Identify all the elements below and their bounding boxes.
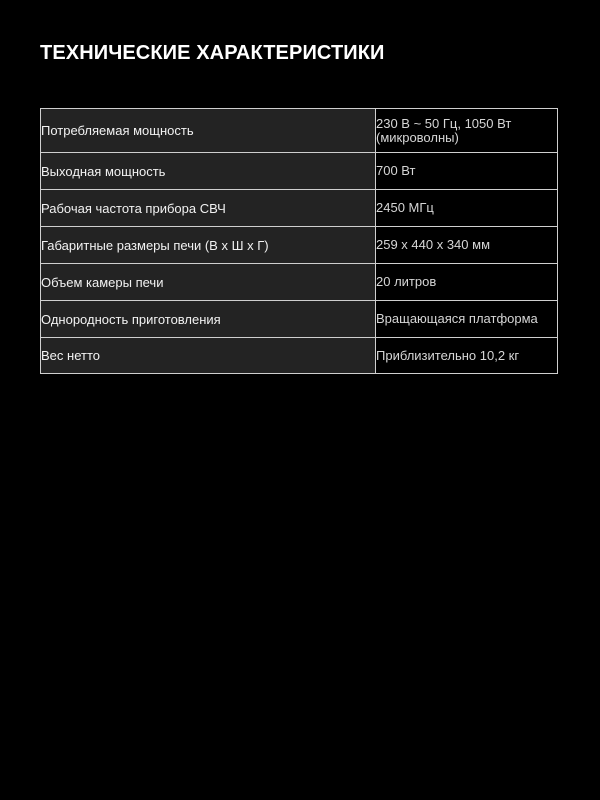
- spec-value: 2450 МГц: [376, 190, 558, 227]
- spec-value: [376, 109, 558, 153]
- spec-label: Рабочая частота прибора СВЧ: [41, 190, 376, 227]
- spec-value: Приблизительно 10,2 кг: [376, 338, 558, 374]
- spec-label: Однородность приготовления: [41, 301, 376, 338]
- spec-value: 20 литров: [376, 264, 558, 301]
- table-row: [41, 264, 558, 301]
- table-row: [41, 227, 558, 264]
- specs-table: [40, 108, 558, 374]
- spec-value: 259 x 440 x 340 мм: [376, 227, 558, 264]
- spec-label: Вес нетто: [41, 338, 376, 374]
- spec-label: Объем камеры печи: [41, 264, 376, 301]
- table-row: [41, 153, 558, 190]
- spec-value-line1: 230 В ~ 50 Гц, 1050 Вт: [376, 115, 512, 131]
- spec-label: Потребляемая мощность: [41, 109, 376, 153]
- table-row: [41, 190, 558, 227]
- spec-label: Габаритные размеры печи (В x Ш x Г): [41, 227, 376, 264]
- table-row: [41, 338, 558, 374]
- spec-value: Вращающаяся платформа: [376, 301, 558, 338]
- spec-value-line2: (микроволны): [376, 129, 459, 145]
- spec-value: 700 Вт: [376, 153, 558, 190]
- spec-label: Выходная мощность: [41, 153, 376, 190]
- table-row: [41, 109, 558, 153]
- page-title: ТЕХНИЧЕСКИЕ ХАРАКТЕРИСТИКИ: [40, 42, 385, 64]
- table-row: [41, 301, 558, 338]
